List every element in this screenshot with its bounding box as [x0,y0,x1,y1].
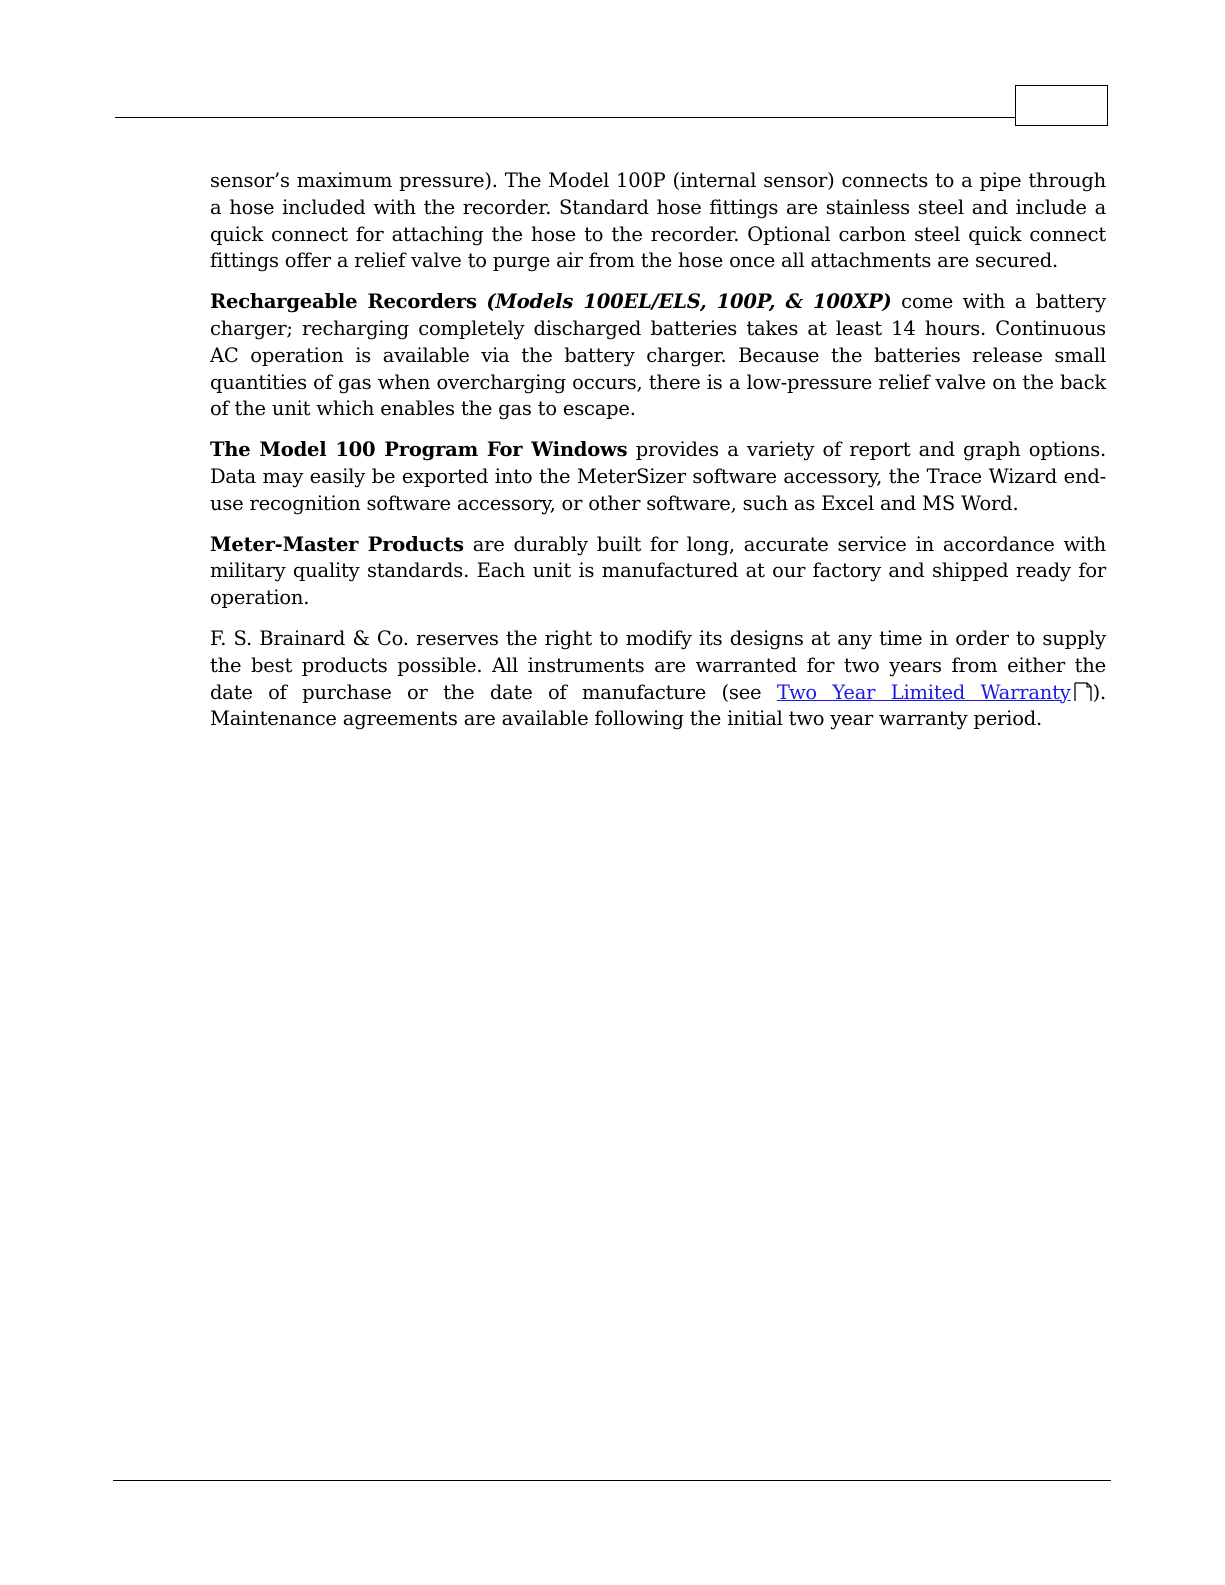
paragraph-meter-master-products [210,532,1106,612]
paragraph-heading: The Model 100 Program For Windows [210,438,628,462]
paragraph-text: ). Maintenance agreements are available following the initial two year warranty period. [210,680,1106,731]
paragraph-text: provides a variety of report and graph options. Data may easily be exported into the MeterSizer software accessory, the Trace Wizard end-use recognition software accessory, or other software, such as Excel and MS Word. [210,438,1106,515]
paragraph-rechargeable-recorders [210,289,1106,423]
paragraph-text: are durably built for long, accurate service in accordance with military quality standards. Each unit is manufactured at our factory and shipped ready for operation. [210,532,1106,610]
paragraph-text: come with a battery charger; recharging completely discharged batteries takes at least 14 hours. Continuous AC operation is available via the battery charger. Because the batteries release small quantities of gas when overcharging occurs, there is a low-pressure relief valve on the back of the unit which enables the gas to escape. [210,290,1106,421]
paragraph-warranty [210,626,1106,733]
paragraph-heading: Rechargeable Recorders [210,290,477,314]
document-body [210,168,1106,747]
header-rule [115,117,1015,118]
paragraph-text: F. S. Brainard & Co. reserves the right to modify its designs at any time in order to supply the best products possible. All instruments are warranted for two years from either the date of purchase or the date of manufacture (see [210,626,1106,704]
models-list: (Models 100EL/ELS, 100P, & 100XP) [486,290,892,314]
document-icon[interactable] [1073,682,1093,702]
page-number-box [1015,85,1108,126]
paragraph-pressure-fittings [210,168,1106,275]
paragraph-heading: Meter-Master Products [210,532,464,556]
paragraph-windows-program [210,437,1106,517]
footer-rule [113,1480,1111,1481]
warranty-link[interactable]: Two Year Limited Warranty [776,680,1071,704]
paragraph-text: sensor’s maximum pressure). The Model 100P (internal sensor) connects to a pipe through a hose included with the recorder. Standard hose fittings are stainless steel and include a quick connect for attaching the hose to the recorder. Optional carbon steel quick connect fittings offer a relief valve to purge air from the hose once all attachments are secured. [210,169,1106,273]
